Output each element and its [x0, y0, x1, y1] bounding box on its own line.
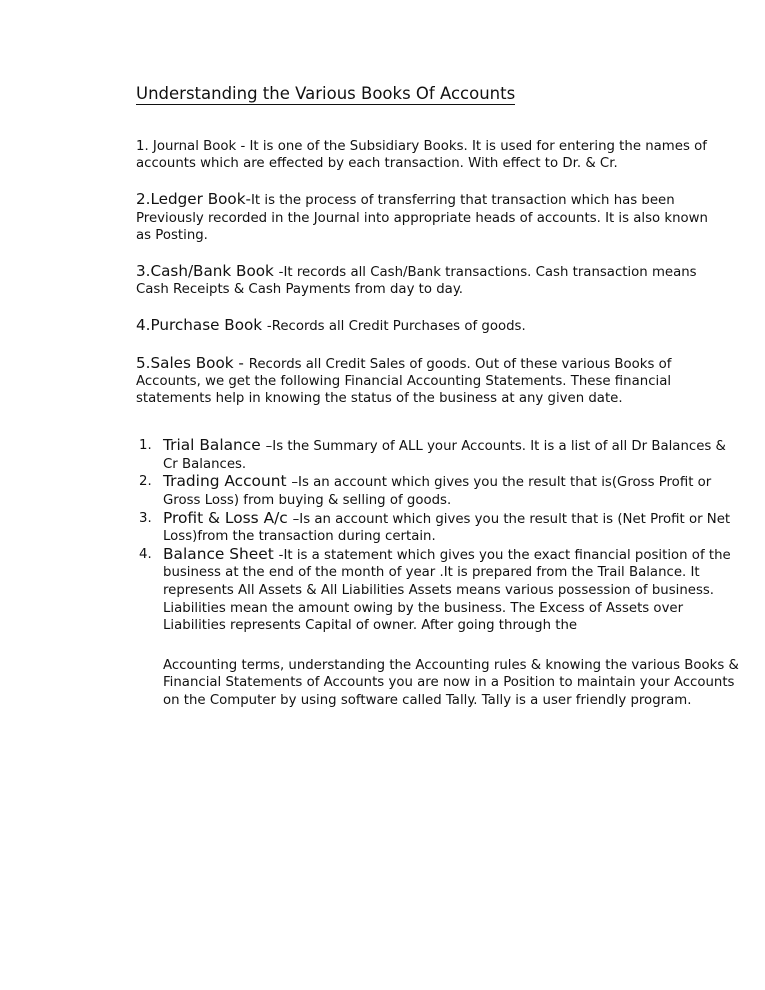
- book-description-journal: It is one of the Subsidiary Books. It is used for entering the names of accounts which are effected by each transaction. With effect to Dr. & Cr.: [136, 139, 707, 172]
- statement-title-profit-loss: Profit & Loss A/c: [163, 508, 293, 527]
- book-entry-journal: [136, 138, 716, 172]
- list-item: [136, 437, 735, 473]
- book-description-purchase: -Records all Credit Purchases of goods.: [266, 319, 526, 335]
- list-marker: 4.: [139, 546, 152, 562]
- statement-title-trading-account: Trading Account: [163, 472, 292, 491]
- list-marker: 3.: [139, 510, 152, 526]
- book-description-cash-bank: -It records all Cash/Bank transactions. Cash transaction means Cash Receipts & Cash Payments from day to day.: [136, 265, 697, 298]
- page-title: [136, 84, 716, 104]
- statement-description-balance-sheet: -It is a statement which gives you the exact financial position of the business at the end of the month of year .It is prepared from the Trail Balance. It represents All Assets & All Liabilities Assets means various possession of business. Liabilities mean the amount owing by the business. The Excess of Assets over Liabilities represents Capital of owner. After going through the: [163, 547, 731, 634]
- book-entry-ledger: [136, 191, 716, 244]
- list-item: [136, 510, 735, 546]
- page-title-text: Understanding the Various Books Of Accounts: [136, 84, 516, 103]
- financial-statements-list: [136, 436, 731, 635]
- statement-description-profit-loss: –Is an account which gives you the result that is (Net Profit or Net Loss)from the transaction during certain.: [163, 511, 731, 545]
- book-name-ledger: 2.Ledger Book-: [136, 190, 252, 209]
- list-marker: 1.: [139, 438, 152, 454]
- document-content: [136, 84, 739, 710]
- books-of-accounts-section: [136, 138, 716, 407]
- book-name-sales: 5.Sales Book -: [136, 353, 249, 372]
- closing-paragraph: Accounting terms, understanding the Accounting rules & knowing the various Books & Financial Statements of Accounts you are now in a Position to maintain your Accounts on the Computer by using software called Tally. Tally is a user friendly program.: [163, 657, 739, 708]
- book-entry-sales: [136, 355, 716, 408]
- statement-description-trading-account: –Is an account which gives you the result that is(Gross Profit or Gross Loss) from buying & selling of goods.: [163, 475, 712, 509]
- list-item: [136, 546, 735, 635]
- list-item: [136, 473, 735, 509]
- book-description-sales: Records all Credit Sales of goods. Out of these various Books of Accounts, we get the following Financial Accounting Statements. These financial statements help in knowing the status of the business at any given date.: [136, 356, 672, 407]
- statement-title-trial-balance: Trial Balance: [163, 436, 266, 455]
- book-entry-purchase: [136, 317, 716, 335]
- book-name-journal: 1. Journal Book -: [136, 139, 250, 154]
- book-name-cash-bank: 3.Cash/Bank Book: [136, 262, 279, 281]
- list-marker: 2.: [139, 474, 152, 490]
- statement-description-trial-balance: –Is the Summary of ALL your Accounts. It is a list of all Dr Balances & Cr Balances.: [163, 439, 726, 472]
- statement-title-balance-sheet: Balance Sheet: [163, 544, 279, 563]
- book-description-ledger: It is the process of transferring that transaction which has been Previously recorded in the Journal into appropriate heads of accounts. It is also known as Posting.: [136, 193, 708, 243]
- book-name-purchase: 4.Purchase Book: [136, 316, 267, 335]
- book-entry-cash-bank: [136, 263, 716, 298]
